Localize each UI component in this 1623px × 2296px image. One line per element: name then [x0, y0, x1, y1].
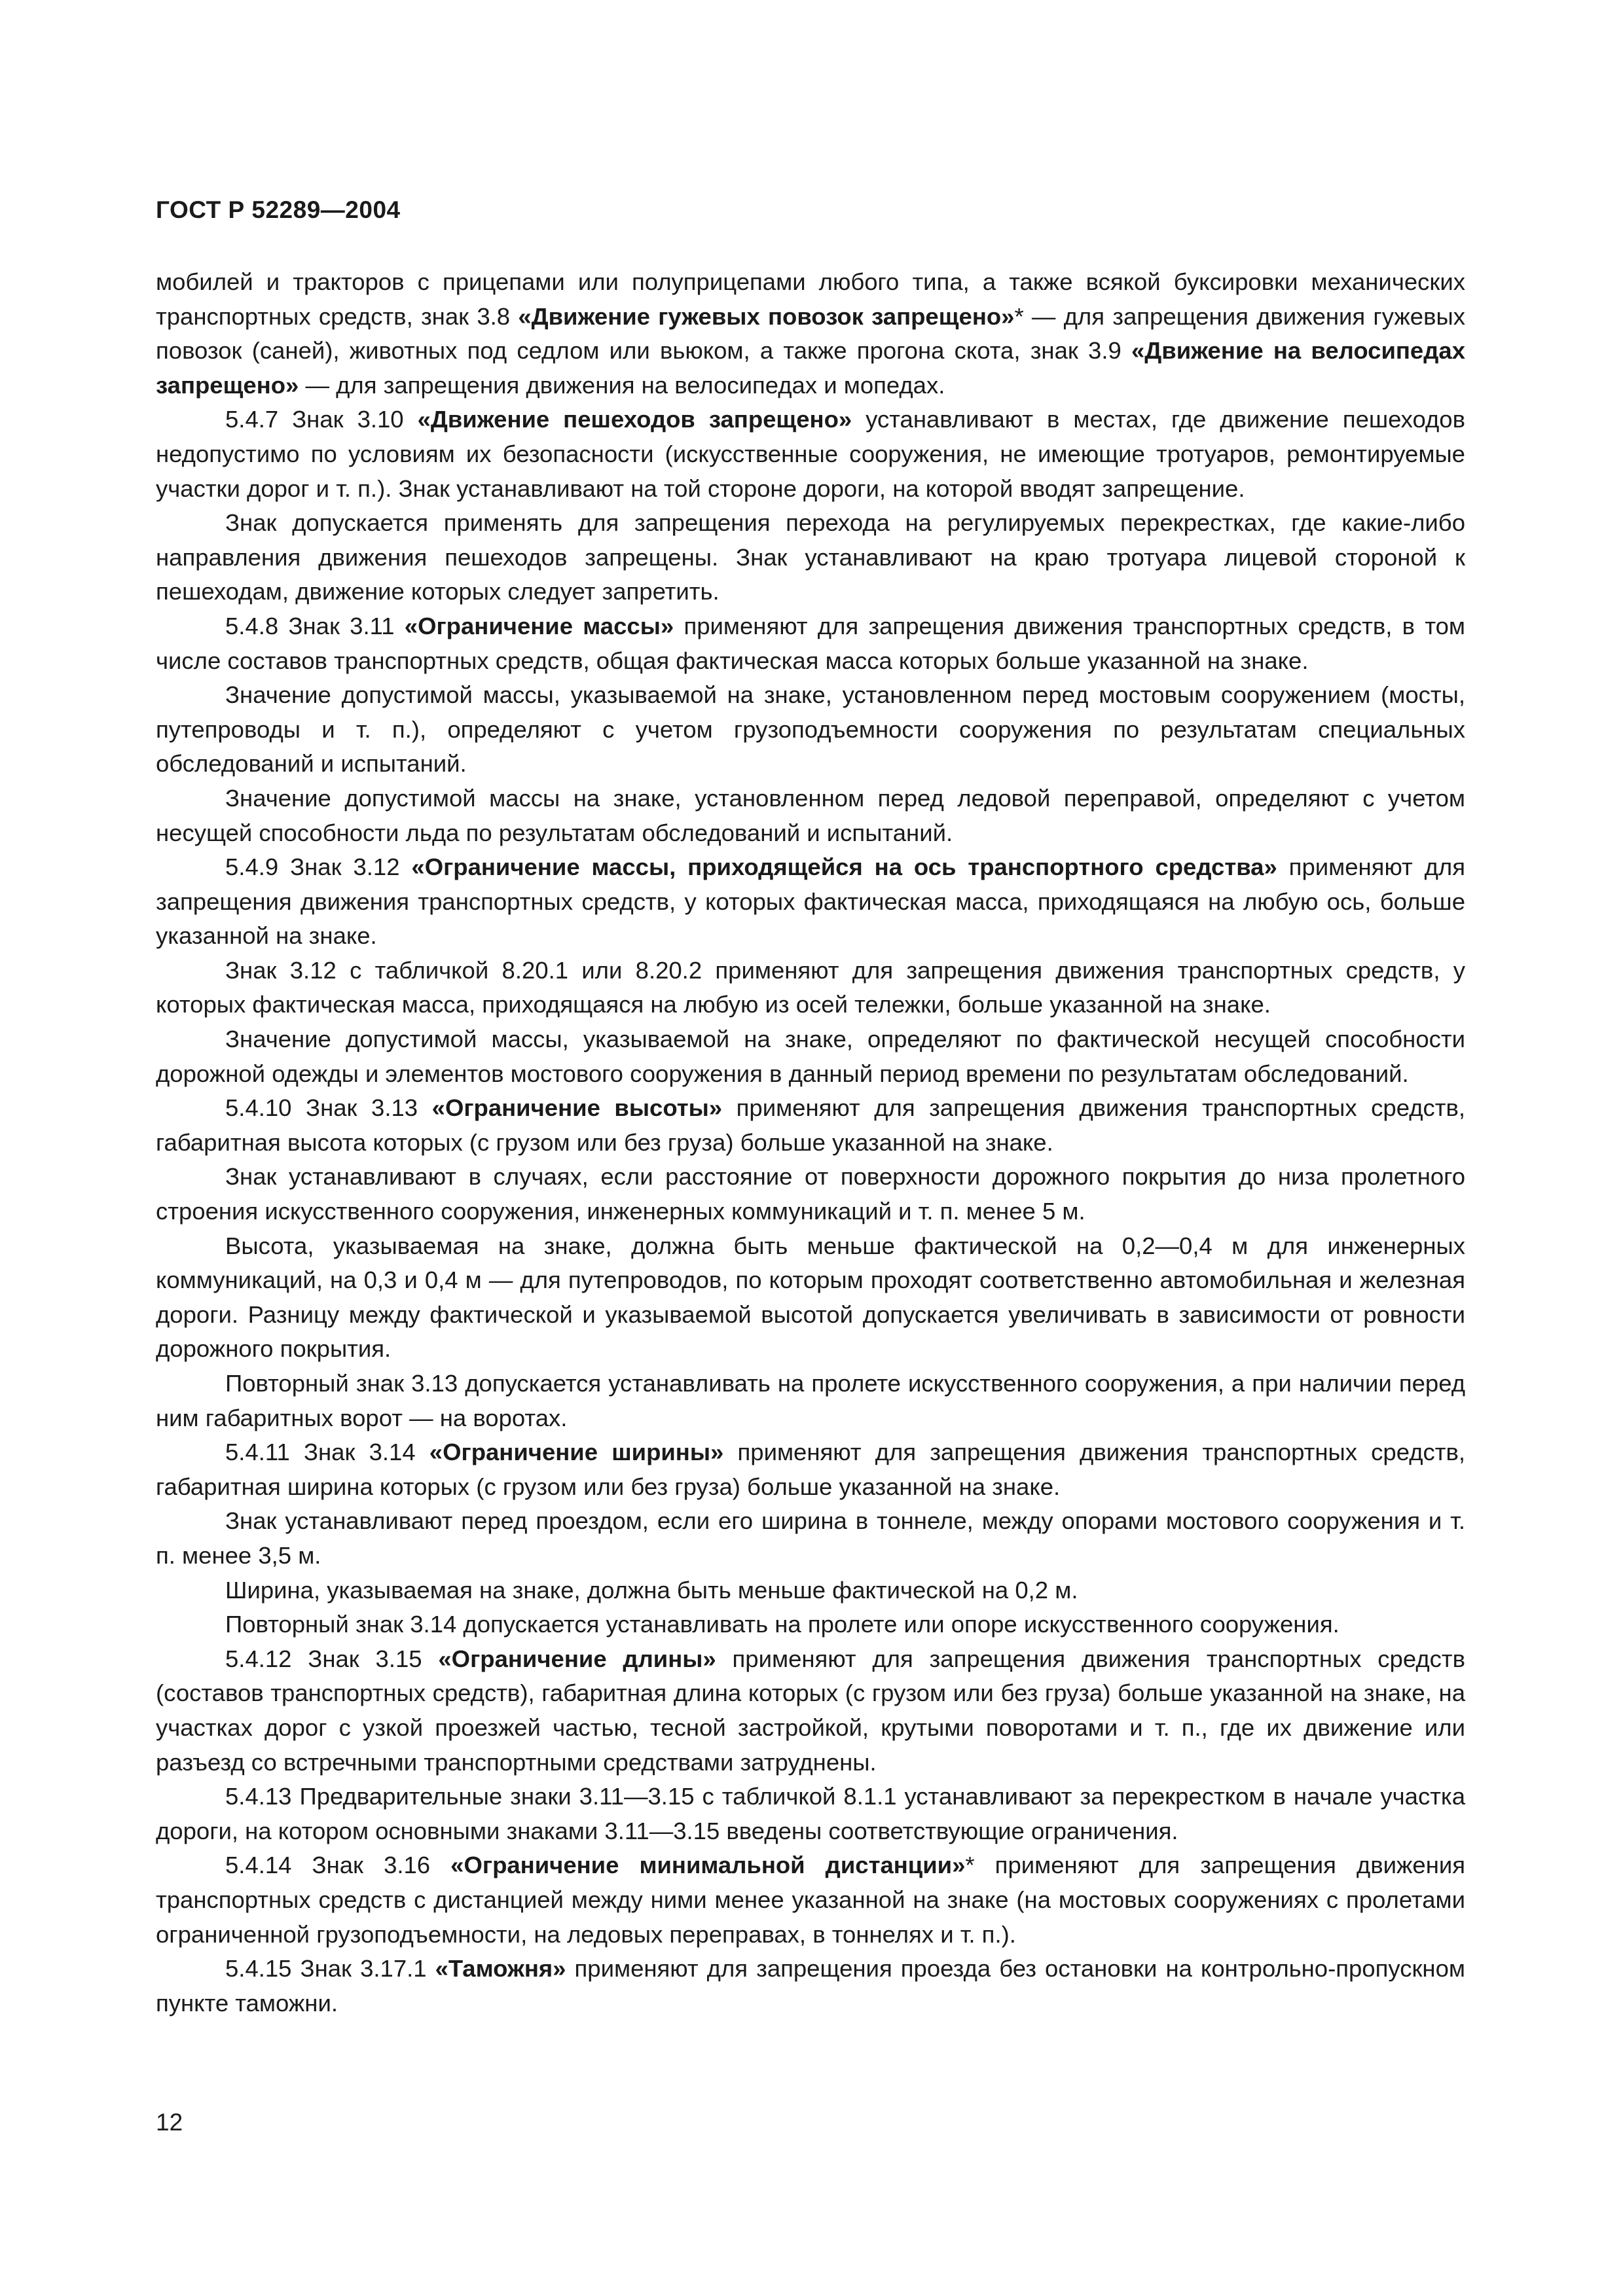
text-run: устанавливают в местах, где движение пешеходов недопустимо по условиям их безопасности (искусственные сооружения, не имеющие тротуаров, ремонтируемые участки дорог и т. п.). Знак устанавливают на той стороне дороги, на которой вводят запрещение.	[156, 406, 1465, 502]
text-run: 5.4.13 Предварительные знаки 3.11—3.15 с табличкой 8.1.1 устанавливают за перекрестком в начале участка дороги, на котором основными знаками 3.11—3.15 введены соответствующие ограничения.	[156, 1783, 1465, 1844]
text-run: Значение допустимой массы на знаке, установленном перед ледовой переправой, определяют с учетом несущей способности льда по результатам обследований и испытаний.	[156, 784, 1465, 846]
body-text	[156, 265, 1465, 2020]
bold-sign-name: «Ограничение массы»	[404, 612, 674, 639]
paragraph	[156, 1952, 1465, 2020]
paragraph	[156, 678, 1465, 781]
text-run: 5.4.8 Знак 3.11	[225, 612, 405, 639]
text-run: — для запрещения движения на велосипедах и мопедах.	[299, 371, 945, 399]
text-run: применяют для запрещения проезда без остановки на контрольно-пропускном пункте таможни.	[156, 1955, 1465, 2017]
text-run: Высота, указываемая на знаке, должна быть меньше фактической на 0,2—0,4 м для инженерных коммуникаций, на 0,3 и 0,4 м — для путепроводов, по которым проходят соответственно автомобильная и железная дороги. Разницу между фактической и указываемой высотой допускается увеличивать в зависимости от ровности дорожного покрытия.	[156, 1232, 1465, 1363]
paragraph	[156, 265, 1465, 403]
text-run: 5.4.14 Знак 3.16	[225, 1852, 451, 1879]
text-run: применяют для запрещения движения транспортных средств, габаритная ширина которых (с грузом или без груза) больше указанной на знаке.	[156, 1439, 1465, 1500]
bold-sign-name: «Ограничение массы, приходящейся на ось транспортного средства»	[411, 853, 1277, 881]
text-run: применяют для запрещения движения транспортных средств (составов транспортных средств), габаритная длина которых (с грузом или без груза) больше указанной на знаке, на участках дорог с узкой проезжей частью, тесной застройкой, крутыми поворотами и т. п., где их движение или разъезд со встречными транспортными средствами затруднены.	[156, 1645, 1465, 1776]
paragraph	[156, 1573, 1465, 1608]
paragraph	[156, 609, 1465, 678]
paragraph	[156, 1367, 1465, 1435]
paragraph	[156, 781, 1465, 850]
paragraph	[156, 1607, 1465, 1642]
paragraph	[156, 1848, 1465, 1952]
paragraph	[156, 954, 1465, 1022]
text-run: Значение допустимой массы, указываемой на знаке, установленном перед мостовым сооружением (мосты, путепроводы и т. п.), определяют с учетом грузоподъемности сооружения по результатам специальных обследований и испытаний.	[156, 681, 1465, 778]
document-header: ГОСТ Р 52289—2004	[156, 196, 401, 223]
text-run: мобилей и тракторов с прицепами или полуприцепами любого типа, а также всякой буксировки механических транспортных средств, знак 3.8	[156, 268, 1465, 330]
text-run: 5.4.15 Знак 3.17.1	[225, 1955, 435, 1982]
text-run: 5.4.10 Знак 3.13	[225, 1094, 432, 1122]
text-run: * применяют для запрещения движения транспортных средств с дистанцией между ними менее указанной на знаке (на мостовых сооружениях с пролетами ограниченной грузоподъемности, на ледовых переправах, в тоннелях и т. п.).	[156, 1852, 1466, 1948]
text-run: применяют для запрещения движения транспортных средств, у которых фактическая масса, приходящаяся на любую ось, больше указанной на знаке.	[156, 853, 1465, 950]
text-run: Повторный знак 3.14 допускается устанавливать на пролете или опоре искусственного сооружения.	[225, 1611, 1340, 1638]
text-run: 5.4.11 Знак 3.14	[225, 1439, 429, 1466]
paragraph	[156, 1435, 1465, 1504]
text-run: применяют для запрещения движения транспортных средств, в том числе составов транспортных средств, общая фактическая масса которых больше указанной на знаке.	[156, 612, 1466, 674]
paragraph	[156, 850, 1465, 954]
bold-sign-name: «Движение на велосипедах запрещено»	[156, 337, 1465, 399]
bold-sign-name: «Ограничение длины»	[438, 1645, 716, 1672]
text-run: Знак устанавливают перед проездом, если его ширина в тоннеле, между опорами мостового сооружения и т. п. менее 3,5 м.	[156, 1507, 1465, 1569]
paragraph	[156, 1642, 1465, 1780]
paragraph	[156, 1091, 1465, 1160]
text-run: Повторный знак 3.13 допускается устанавливать на пролете искусственного сооружения, а при наличии перед ним габаритных ворот — на воротах.	[156, 1370, 1465, 1431]
bold-sign-name: «Ограничение ширины»	[429, 1439, 724, 1466]
text-run: Знак устанавливают в случаях, если расстояние от поверхности дорожного покрытия до низа пролетного строения искусственного сооружения, инженерных коммуникаций и т. п. менее 5 м.	[156, 1163, 1465, 1225]
text-run: 5.4.9 Знак 3.12	[225, 853, 412, 881]
bold-sign-name: «Ограничение высоты»	[431, 1094, 723, 1122]
text-run: 5.4.7 Знак 3.10	[225, 406, 418, 433]
paragraph	[156, 506, 1465, 609]
paragraph	[156, 1160, 1465, 1229]
text-run: Знак допускается применять для запрещения перехода на регулируемых перекрестках, где какие-либо направления движения пешеходов запрещены. Знак устанавливают на краю тротуара лицевой стороной к пешеходам, движение которых следует запретить.	[156, 509, 1465, 605]
paragraph	[156, 403, 1465, 506]
text-run: Значение допустимой массы, указываемой на знаке, определяют по фактической несущей способности дорожной одежды и элементов мостового сооружения в данный период времени по результатам обследований.	[156, 1026, 1465, 1087]
bold-sign-name: «Движение гужевых повозок запрещено»	[518, 302, 1015, 330]
paragraph	[156, 1022, 1465, 1091]
text-run: Знак 3.12 с табличкой 8.20.1 или 8.20.2 применяют для запрещения движения транспортных средств, у которых фактическая масса, приходящаяся на любую из осей тележки, больше указанной на знаке.	[156, 956, 1465, 1018]
page-number: 12	[156, 2109, 183, 2136]
text-run: Ширина, указываемая на знаке, должна быть меньше фактической на 0,2 м.	[225, 1576, 1078, 1604]
paragraph	[156, 1504, 1465, 1573]
bold-sign-name: «Таможня»	[435, 1955, 566, 1982]
text-run: * — для запрещения движения гужевых повозок (саней), животных под седлом или вьюком, а также прогона скота, знак 3.9	[156, 302, 1465, 365]
bold-sign-name: «Ограничение минимальной дистанции»	[450, 1852, 966, 1879]
paragraph	[156, 1780, 1465, 1848]
text-run: 5.4.12 Знак 3.15	[225, 1645, 439, 1672]
text-run: применяют для запрещения движения транспортных средств, габаритная высота которых (с грузом или без груза) больше указанной на знаке.	[156, 1094, 1465, 1156]
paragraph	[156, 1229, 1465, 1367]
bold-sign-name: «Движение пешеходов запрещено»	[417, 406, 852, 433]
